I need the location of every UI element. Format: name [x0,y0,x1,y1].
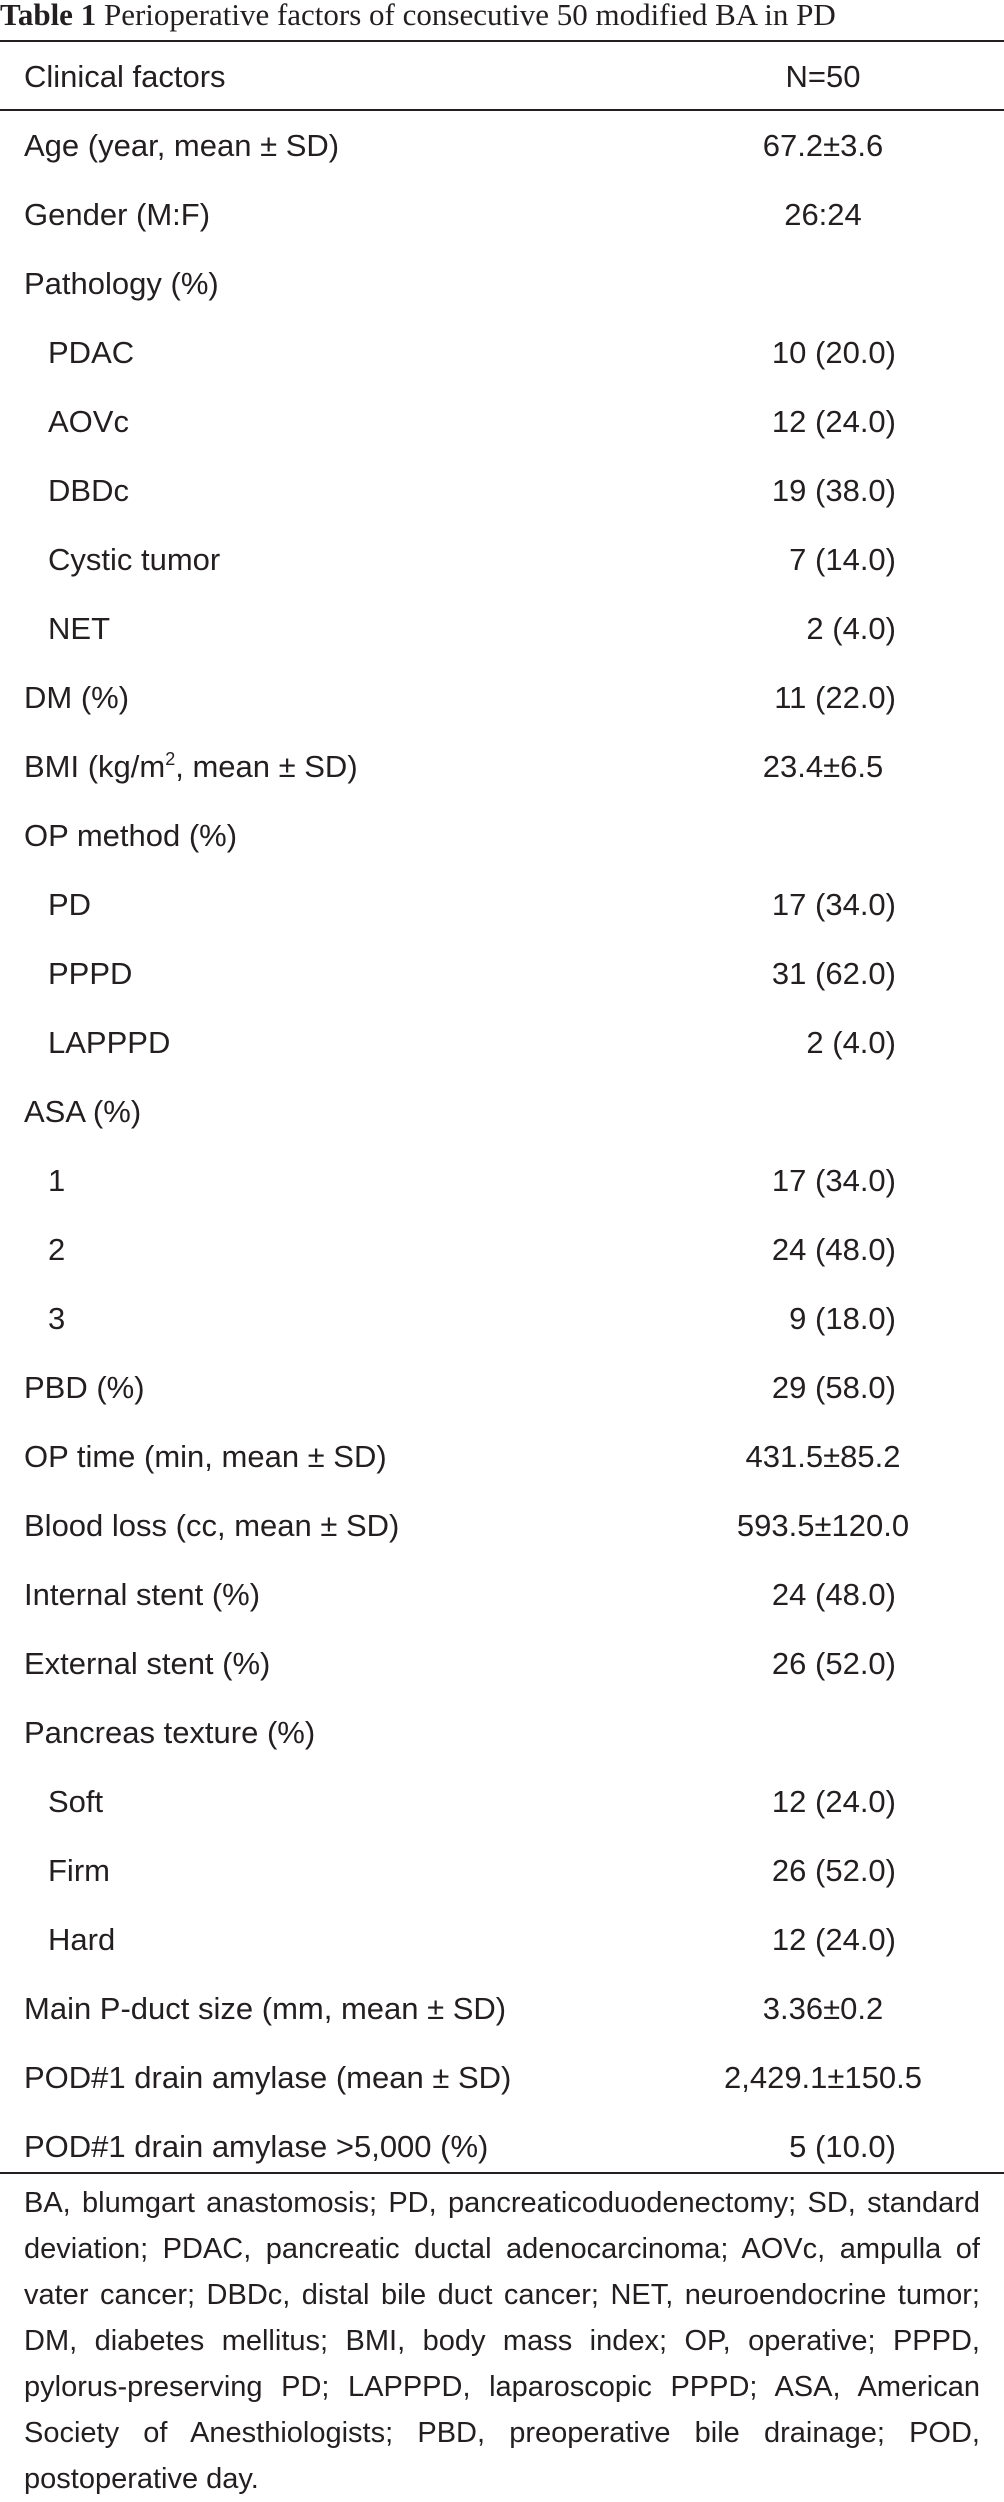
row-label-text: Age (year, mean ± SD) [24,128,340,163]
row-value: 12 (24.0) [771,1922,896,1957]
row-label-text: LAPPPD [48,1025,171,1060]
row-label-text: External stent (%) [24,1646,271,1681]
table-row [0,1560,1004,1629]
table-number: Table 1 [0,0,97,32]
row-label-text: PBD (%) [24,1370,145,1405]
row-label-text: 2 [48,1232,66,1267]
row-label [24,1491,399,1560]
row-value: 24 (48.0) [771,1577,896,1612]
row-label-text: BMI (kg/m [24,749,166,784]
row-value [680,1698,966,1767]
row-label-text: Gender (M:F) [24,197,211,232]
row-label-text: PPPD [48,956,133,991]
header-clinical-factors: Clinical factors [24,59,226,94]
row-value [680,801,966,870]
row-value: 7 (14.0) [789,542,896,577]
header-n: N=50 [785,59,861,94]
row-value: 19 (38.0) [771,473,896,508]
row-value: 3.36±0.2 [762,1991,884,2026]
row-label-text: POD#1 drain amylase (mean ± SD) [24,2060,512,2095]
row-label-text: DBDc [48,473,129,508]
row-label-text: NET [48,611,110,646]
row-value: 26 (52.0) [771,1646,896,1681]
table-title: Perioperative factors of consecutive 50 modified BA in PD [103,0,836,32]
row-value: 17 (34.0) [771,1163,896,1198]
row-value: 29 (58.0) [771,1370,896,1405]
table-row [0,1215,1004,1284]
table-caption [0,0,1004,40]
row-value: 2 (4.0) [806,611,896,646]
row-value: 24 (48.0) [771,1232,896,1267]
table-row [0,663,1004,732]
row-label-text: Pathology (%) [24,266,219,301]
row-label-text: 1 [48,1163,66,1198]
row-label-text: Hard [48,1922,116,1957]
row-label-text: DM (%) [24,680,130,715]
table-header [0,42,1004,111]
row-value: 431.5±85.2 [745,1439,901,1474]
table-row [0,1353,1004,1422]
row-label [24,1422,387,1491]
table-row [0,1698,1004,1767]
row-value: 12 (24.0) [771,1784,896,1819]
row-label-text: 3 [48,1301,66,1336]
table-row [0,1905,1004,1974]
row-value: 593.5±120.0 [736,1508,910,1543]
row-label-text: PD [48,887,92,922]
row-value: 12 (24.0) [771,404,896,439]
row-label-text: ASA (%) [24,1094,142,1129]
row-value: 2 (4.0) [806,1025,896,1060]
table-row [0,318,1004,387]
row-value: 17 (34.0) [771,887,896,922]
row-label-tail: , mean ± SD) [175,749,358,784]
table-row [0,1767,1004,1836]
row-value [680,1077,966,1146]
table-row [0,111,1004,180]
row-label-text: Main P-duct size (mm, mean ± SD) [24,1991,507,2026]
row-label-text: Cystic tumor [48,542,221,577]
table-row [0,1422,1004,1491]
row-label-text: Pancreas texture (%) [24,1715,316,1750]
table-row [0,1974,1004,2043]
row-value: 2,429.1±150.5 [723,2060,923,2095]
row-value: 67.2±3.6 [762,128,884,163]
row-label [24,249,219,318]
row-label [24,1974,506,2043]
table-row [0,1629,1004,1698]
row-label-text: Blood loss (cc, mean ± SD) [24,1508,400,1543]
row-label [24,2043,511,2112]
row-value: 26:24 [784,197,862,232]
row-label-superscript: 2 [165,749,176,769]
table-row [0,1491,1004,1560]
table-footnote: BA, blumgart anastomosis; PD, pancreaticoduodenectomy; SD, standard deviation; PDAC, pancreatic ductal adenocarcinoma; AOVc, ampulla of vater cancer; DBDc, distal bile duct cancer; NET, neuroendocrine tumor; DM, diabetes mellitus; BMI, body mass index; OP, operative; PPPD, pylorus-preserving PD; LAPPPD, laparoscopic PPPD; ASA, American Society of Anesthiologists; PBD, preoperative bile drainage; POD, postoperative day. [24,2187,980,2495]
table-row [0,249,1004,318]
row-label-text: OP method (%) [24,818,238,853]
table-row [0,870,1004,939]
row-label-text: POD#1 drain amylase >5,000 (%) [24,2129,489,2164]
bottom-rule [0,2172,1004,2174]
row-label [24,1077,141,1146]
row-label [24,111,339,180]
table-row [0,939,1004,1008]
table-row [0,2112,1004,2181]
table-row [0,732,1004,801]
row-value: 9 (18.0) [789,1301,896,1336]
table-row [0,387,1004,456]
row-label-text: Firm [48,1853,110,1888]
table-row [0,801,1004,870]
table-row [0,594,1004,663]
table-row [0,1836,1004,1905]
row-label [24,732,358,801]
row-label-text: OP time (min, mean ± SD) [24,1439,387,1474]
table-row [0,456,1004,525]
table-row [0,1077,1004,1146]
row-label [24,1698,315,1767]
table-row [0,525,1004,594]
table-row [0,2043,1004,2112]
row-label [24,180,210,249]
row-label [24,801,237,870]
row-value [680,249,966,318]
table-row [0,1284,1004,1353]
row-value: 5 (10.0) [789,2129,896,2164]
row-value: 23.4±6.5 [762,749,884,784]
row-label-text: PDAC [48,335,135,370]
row-value: 31 (62.0) [771,956,896,991]
table-row [0,1146,1004,1215]
row-label-text: AOVc [48,404,129,439]
row-value: 10 (20.0) [771,335,896,370]
table-row [0,1008,1004,1077]
table-row [0,180,1004,249]
row-label-text: Soft [48,1784,104,1819]
row-value: 11 (22.0) [774,680,896,715]
row-value: 26 (52.0) [771,1853,896,1888]
row-label-text: Internal stent (%) [24,1577,261,1612]
